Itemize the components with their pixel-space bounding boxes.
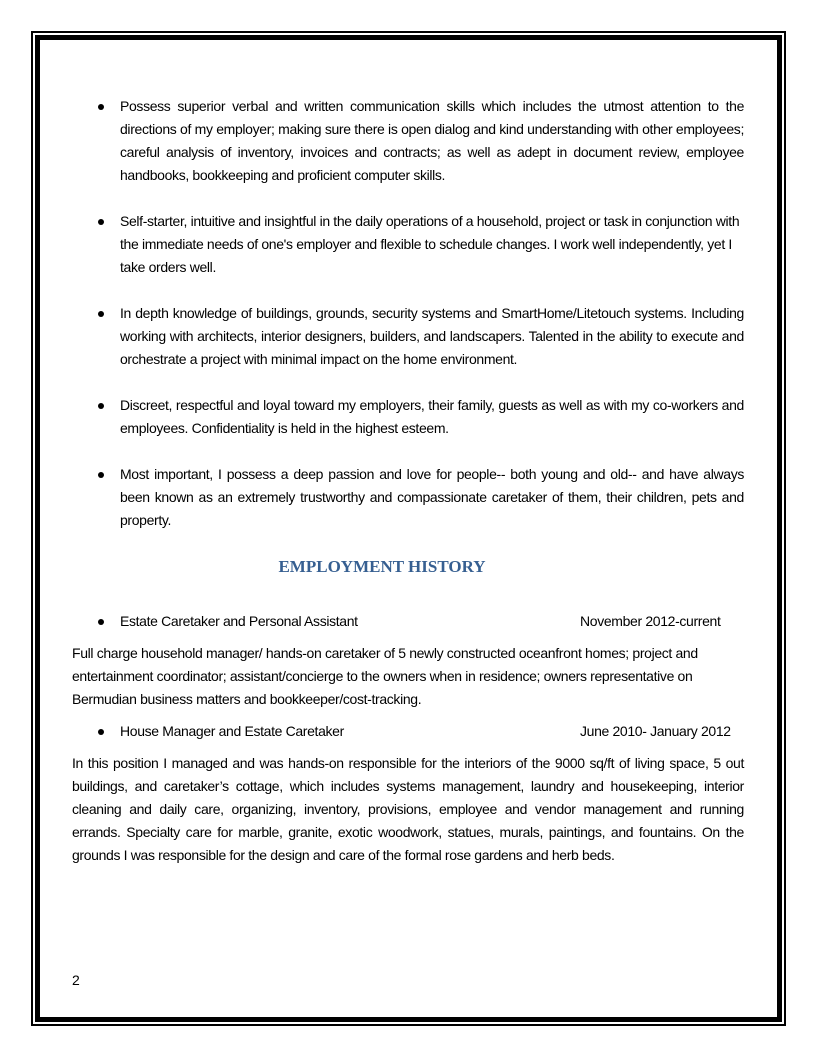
bullet-icon: [98, 311, 104, 317]
skills-bullet-text: Possess superior verbal and written communication skills which includes the utmost attention to the directions of my employer; making sure there is open dialog and kind understanding with other employees; careful analysis of inventory, invoices and contracts; as well as adept in document review, employee handbooks, bookkeeping and proficient computer skills.: [120, 98, 744, 183]
bullet-icon: [98, 219, 104, 225]
page-number: 2: [72, 972, 80, 988]
job-dates: June 2010- January 2012: [580, 723, 731, 739]
job-entry-header: [72, 610, 744, 633]
bullet-icon: [98, 472, 104, 478]
job-title: House Manager and Estate Caretaker: [120, 723, 344, 739]
bullet-icon: [98, 619, 104, 625]
job-description: In this position I managed and was hands-on responsible for the interiors of the 9000 sq/ft of living space, 5 out buildings, and caretaker’s cottage, which includes systems management, laundry and housekeeping, interior cleaning and daily care, organizing, inventory, provisions, employee and vendor management and running errands. Specialty care for marble, granite, exotic woodwork, statues, murals, paintings, and fountains. On the grounds I was responsible for the design and care of the formal rose gardens and herb beds.: [72, 755, 744, 863]
page-content: [72, 95, 744, 876]
employment-history-heading: EMPLOYMENT HISTORY: [278, 557, 486, 576]
bullet-icon: [98, 403, 104, 409]
skills-bullet-text: In depth knowledge of buildings, grounds, security systems and SmartHome/Litetouch systems. Including working with architects, interior designers, builders, and landscapers. Talented in the ability to execute and orchestrate a project with minimal impact on the home environment.: [120, 305, 744, 367]
skills-bullet-text: Self-starter, intuitive and insightful in the daily operations of a household, project or task in conjunction with the immediate needs of one's employer and flexible to schedule changes. I work well independently, yet I take orders well.: [120, 213, 740, 275]
skills-bullet: [72, 463, 744, 532]
job-dates: November 2012-current: [580, 613, 721, 629]
skills-bullet: [72, 210, 744, 279]
job-title: Estate Caretaker and Personal Assistant: [120, 613, 358, 629]
skills-bullet-text: Most important, I possess a deep passion and love for people-- both young and old-- and have always been known as an extremely trustworthy and compassionate caretaker of them, their children, pets and property.: [120, 466, 744, 528]
skills-bullet: [72, 95, 744, 187]
skills-bullet: [72, 394, 744, 440]
skills-bullet-text: Discreet, respectful and loyal toward my employers, their family, guests as well as with my co-workers and employees. Confidentiality is held in the highest esteem.: [120, 397, 744, 436]
job-entry-header: [72, 720, 744, 743]
skills-bullet: [72, 302, 744, 371]
bullet-icon: [98, 729, 104, 735]
job-description: Full charge household manager/ hands-on caretaker of 5 newly constructed oceanfront homes; project and entertainment coordinator; assistant/concierge to the owners when in residence; owners representative on Bermudian business matters and bookkeeper/cost-tracking.: [72, 645, 698, 707]
bullet-icon: [98, 104, 104, 110]
